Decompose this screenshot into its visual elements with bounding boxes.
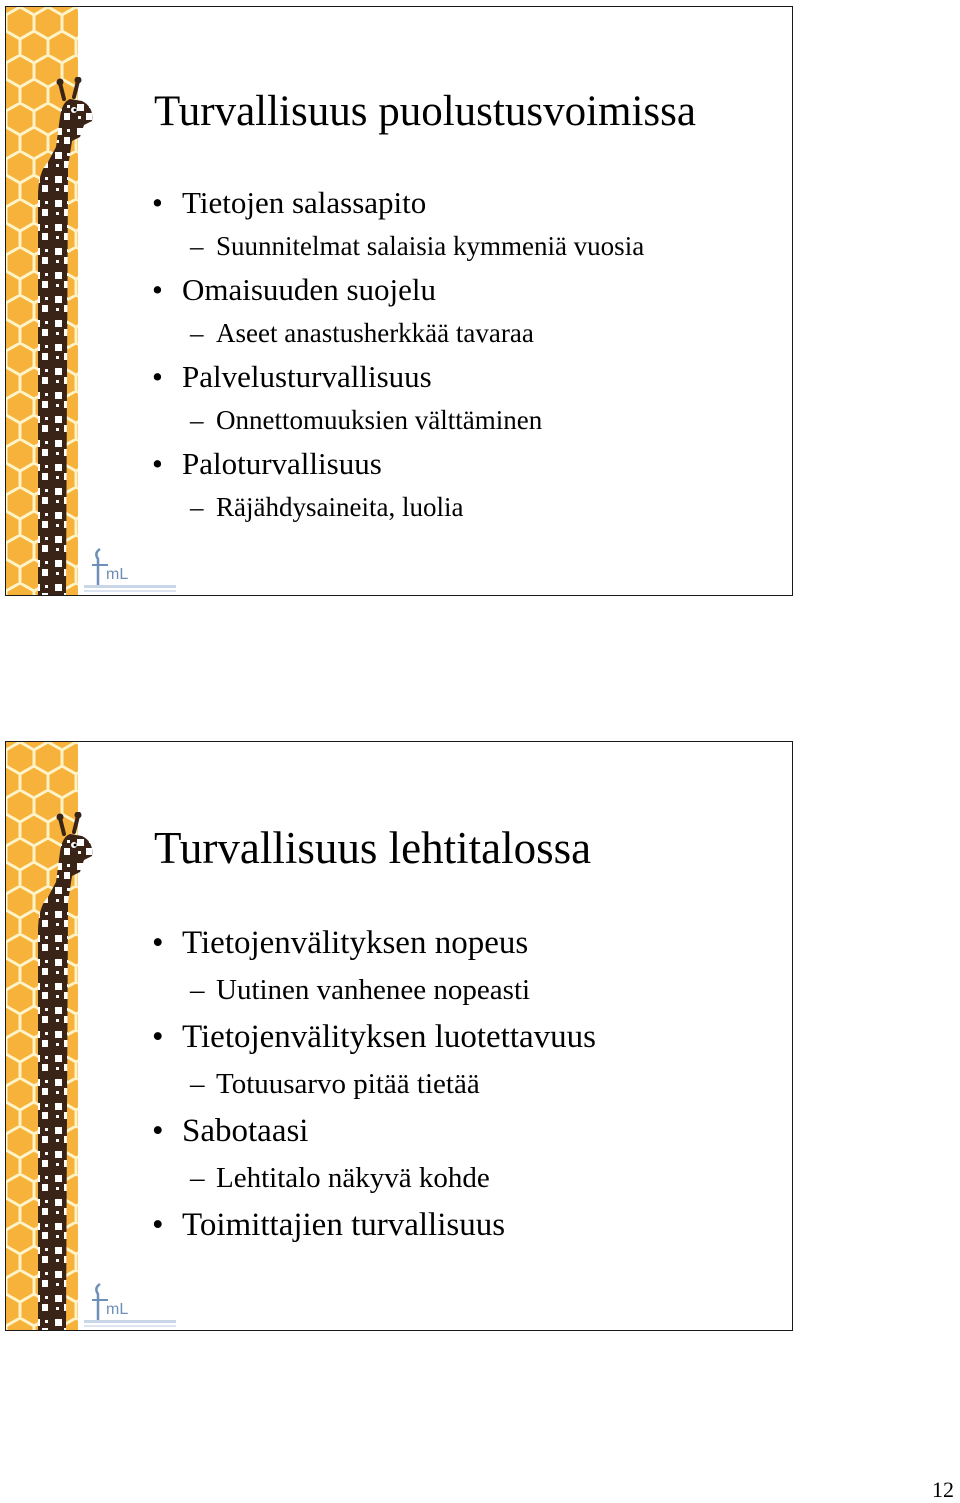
- sub-list-item: [152, 225, 644, 268]
- sub-list-item: [152, 486, 644, 529]
- slide-1: [5, 6, 793, 596]
- svg-text:mL: mL: [106, 1301, 129, 1318]
- bullet-list: [152, 920, 596, 1249]
- sub-list-item-text: Suunnitelmat salaisia kymmeniä vuosia: [216, 231, 645, 261]
- list-item-text: Paloturvallisuus: [182, 446, 382, 481]
- list-item-text: Tietojenvälityksen luotettavuus: [182, 1019, 596, 1055]
- list-item-text: Toimittajien turvallisuus: [182, 1207, 506, 1243]
- sub-list-item-text: Totuusarvo pitää tietää: [216, 1068, 480, 1100]
- sub-list-item-text: Aseet anastusherkkää tavaraa: [216, 318, 534, 348]
- slide-title: Turvallisuus puolustusvoimissa: [154, 88, 696, 135]
- list-item: [152, 1108, 596, 1155]
- fml-logo-icon: [80, 1278, 180, 1330]
- bullet-icon: •: [152, 1019, 164, 1055]
- dash-icon: –: [190, 974, 205, 1006]
- bullet-list: [152, 181, 644, 529]
- page-number: 12: [932, 1477, 954, 1502]
- list-item: [152, 355, 644, 399]
- bullet-icon: •: [152, 446, 163, 481]
- dash-icon: –: [190, 318, 204, 348]
- list-item-text: Sabotaasi: [182, 1113, 309, 1149]
- sub-list-item: [152, 399, 644, 442]
- slide-title: Turvallisuus lehtitalossa: [154, 823, 592, 873]
- bullet-icon: •: [152, 1207, 164, 1243]
- dash-icon: –: [190, 231, 204, 261]
- dash-icon: –: [190, 492, 204, 522]
- bullet-icon: •: [152, 272, 163, 307]
- list-item: [152, 920, 596, 967]
- list-item: [152, 181, 644, 225]
- sub-list-item-text: Onnettomuuksien välttäminen: [216, 405, 543, 435]
- bullet-icon: •: [152, 359, 163, 394]
- sub-list-item-text: Lehtitalo näkyvä kohde: [216, 1162, 490, 1194]
- list-item: [152, 1014, 596, 1061]
- dash-icon: –: [190, 1162, 205, 1194]
- sub-list-item: [152, 1061, 596, 1108]
- dash-icon: –: [190, 1068, 205, 1100]
- bullet-icon: •: [152, 925, 164, 961]
- fml-logo-icon: [80, 543, 180, 595]
- slide-2: [5, 741, 793, 1331]
- sub-list-item: [152, 967, 596, 1014]
- giraffe-icon: [8, 812, 96, 1331]
- list-item: [152, 268, 644, 312]
- giraffe-icon: [8, 77, 96, 596]
- bullet-icon: •: [152, 185, 163, 220]
- sub-list-item-text: Uutinen vanhenee nopeasti: [216, 974, 531, 1006]
- list-item: [152, 442, 644, 486]
- bullet-icon: •: [152, 1113, 164, 1149]
- sub-list-item: [152, 312, 644, 355]
- sub-list-item-text: Räjähdysaineita, luolia: [216, 492, 464, 522]
- list-item-text: Tietojenvälityksen nopeus: [182, 925, 529, 961]
- list-item: [152, 1202, 596, 1249]
- list-item-text: Omaisuuden suojelu: [182, 272, 436, 307]
- list-item-text: Tietojen salassapito: [182, 185, 427, 220]
- svg-text:mL: mL: [106, 566, 129, 583]
- list-item-text: Palvelusturvallisuus: [182, 359, 432, 394]
- dash-icon: –: [190, 405, 204, 435]
- sub-list-item: [152, 1155, 596, 1202]
